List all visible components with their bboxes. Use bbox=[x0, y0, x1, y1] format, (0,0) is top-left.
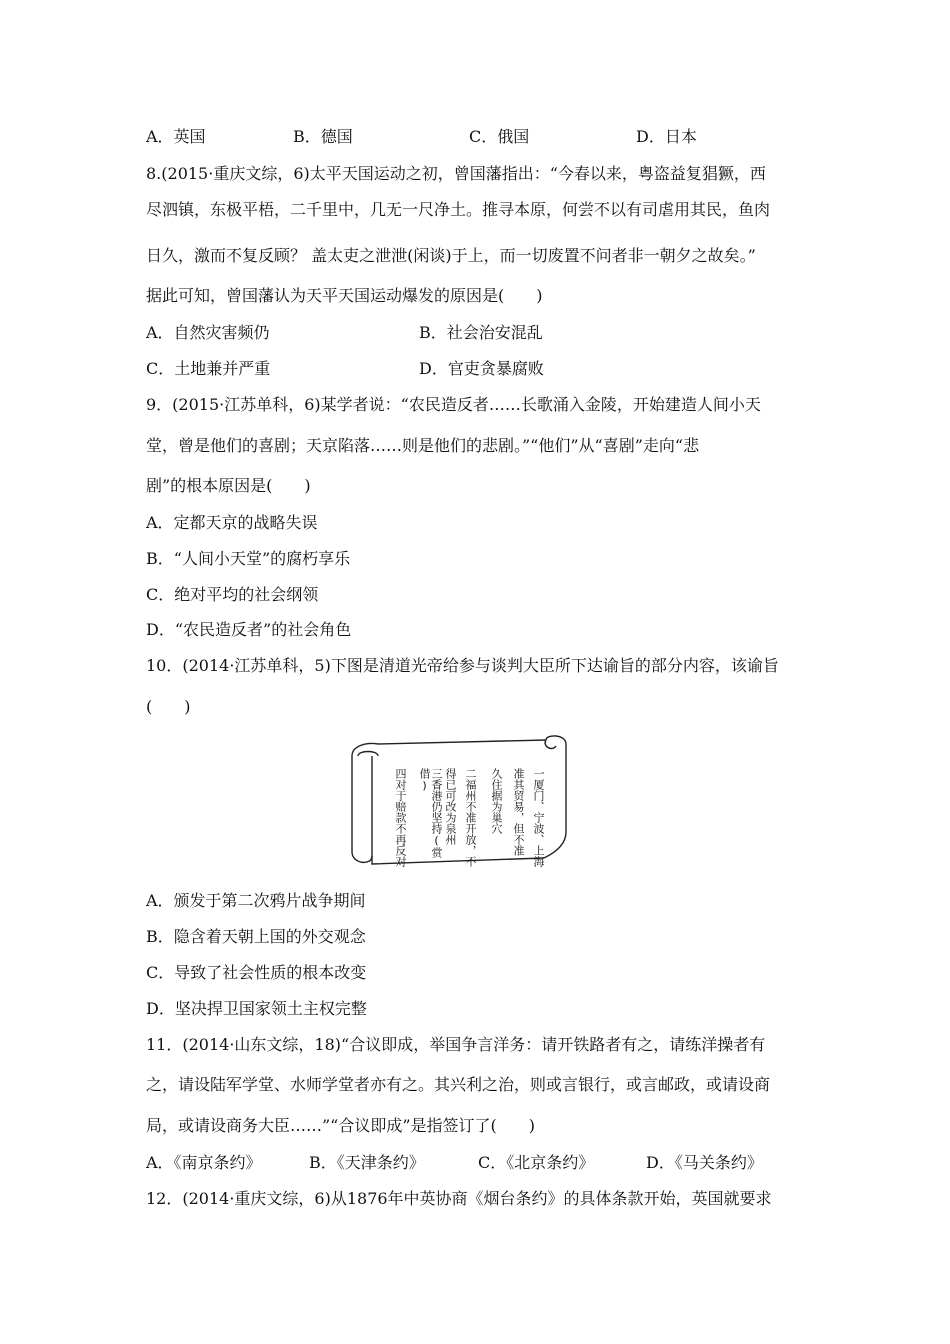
q9-option-b: B．“人间小天堂”的腐朽享乐 bbox=[146, 549, 351, 568]
q10-option-a: A．颁发于第二次鸦片战争期间 bbox=[146, 891, 366, 910]
scroll-column-4: 二福州不准开放，不 bbox=[464, 768, 477, 867]
q9-stem-line-1: 9．(2015·江苏单科，6)某学者说：“农民造反者……长歌涌入金陵，开始建造人间小天 bbox=[146, 395, 761, 414]
q8-stem-line-4: 据此可知，曾国藩认为天平天国运动爆发的原因是( ) bbox=[146, 286, 543, 305]
q11-option-c: C．《北京条约》 bbox=[478, 1153, 595, 1172]
q11-option-b: B．《天津条约》 bbox=[309, 1153, 425, 1172]
q10-option-b: B．隐含着天朝上国的外交观念 bbox=[146, 927, 366, 946]
q9-option-d: D．“农民造反者”的社会角色 bbox=[146, 620, 352, 639]
q7-option-b: B．德国 bbox=[293, 127, 353, 146]
q9-stem-line-2: 堂，曾是他们的喜剧；天京陷落……则是他们的悲剧。”“他们”从“喜剧”走向“悲 bbox=[146, 436, 700, 455]
q10-option-d: D．坚决捍卫国家领土主权完整 bbox=[146, 999, 367, 1018]
q8-option-b: B．社会治安混乱 bbox=[419, 323, 543, 342]
q11-stem-line-2: 之，请设陆军学堂、水师学堂者亦有之。其兴利之治，则或言银行，或言邮政，或请设商 bbox=[146, 1075, 771, 1094]
q11-stem-line-3: 局，或请设商务大臣……”“合议即成”是指签订了( ) bbox=[146, 1116, 536, 1135]
edict-scroll-figure bbox=[348, 732, 570, 868]
q8-option-a: A．自然灾害频仍 bbox=[146, 323, 270, 342]
scroll-column-2: 准其贸易，但不准 bbox=[512, 768, 525, 856]
q9-option-c: C．绝对平均的社会纲领 bbox=[146, 585, 319, 604]
q9-stem-line-3: 剧”的根本原因是( ) bbox=[146, 476, 311, 495]
scroll-column-7: 四对于赔款不再反对 bbox=[394, 768, 407, 867]
q8-stem-line-3: 日久，激而不复反顾？ 盖太吏之泄泄(闲谈)于上，而一切废置不问者非一朝夕之故矣。” bbox=[146, 246, 756, 265]
scroll-column-5: 得已可改为泉州 bbox=[444, 768, 457, 845]
q10-stem-line-1: 10．(2014·江苏单科，5)下图是清道光帝给参与谈判大臣所下达谕旨的部分内容，该谕旨 bbox=[146, 656, 779, 675]
scroll-column-1: 一厦门、宁波、上海 bbox=[532, 768, 545, 867]
q8-option-d: D．官吏贪暴腐败 bbox=[419, 359, 544, 378]
q11-stem-line-1: 11．(2014·山东文综，18)“合议即成，举国争言洋务：请开铁路者有之，请练洋操者有 bbox=[146, 1035, 766, 1054]
q12-stem-line-1: 12．(2014·重庆文综，6)从1876年中英协商《烟台条约》的具体条款开始，英国就要求 bbox=[146, 1189, 772, 1208]
q8-stem-line-2: 尽泗镇，东极平梧，二千里中，几无一尺净土。推寻本原，何尝不以有司虐用其民，鱼肉 bbox=[146, 200, 771, 219]
q8-option-c: C．土地兼并严重 bbox=[146, 359, 271, 378]
q11-option-a: A．《南京条约》 bbox=[146, 1153, 262, 1172]
q7-option-c: C．俄国 bbox=[469, 127, 530, 146]
q11-option-d: D．《马关条约》 bbox=[646, 1153, 763, 1172]
q10-option-c: C．导致了社会性质的根本改变 bbox=[146, 963, 367, 982]
q10-stem-line-2: ( ) bbox=[146, 697, 191, 716]
q8-stem-line-1: 8.(2015·重庆文综，6)太平天国运动之初，曾国藩指出：“今春以来，粤盗益复猖獗，西 bbox=[146, 164, 766, 183]
q9-option-a: A．定都天京的战略失误 bbox=[146, 513, 318, 532]
scroll-column-6: 三香港仍坚持(赏借) bbox=[418, 768, 443, 858]
q7-option-a: A．英国 bbox=[146, 127, 206, 146]
q7-option-d: D．日本 bbox=[636, 127, 697, 146]
scroll-column-3: 久住据为巢穴 bbox=[490, 768, 503, 834]
